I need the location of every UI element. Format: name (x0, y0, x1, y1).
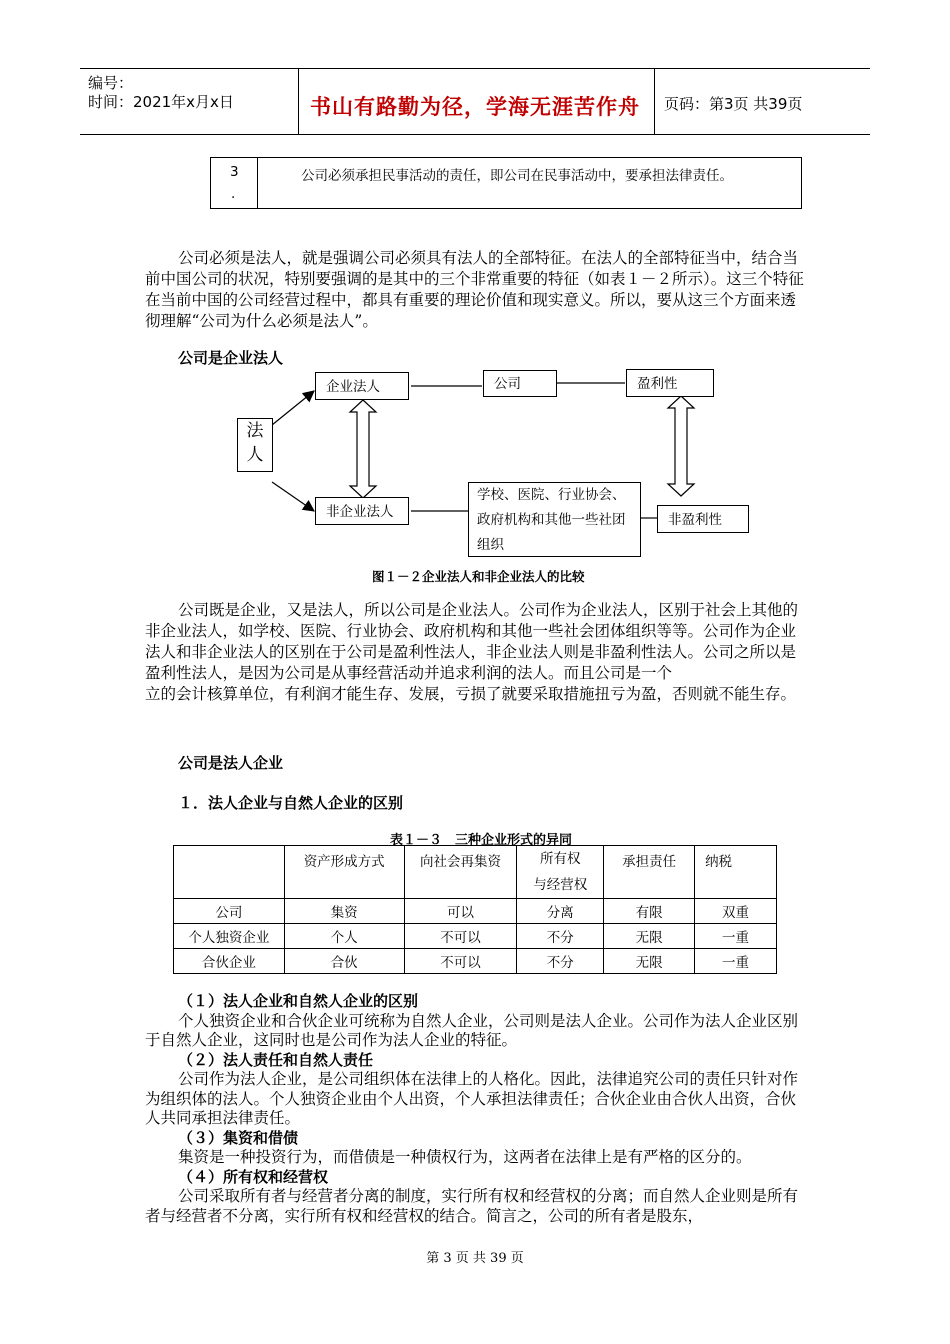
table-title: 表１－３ 三种企业形式的异同 (390, 833, 573, 848)
box-enterprise-label: 企业法人 (326, 379, 380, 395)
box-non-enterprise-label: 非企业法人 (326, 504, 394, 520)
page-label: 页码：第3页 共39页 (664, 95, 803, 113)
table-cell: 无限 (604, 924, 695, 949)
double-arrow-left (350, 400, 376, 498)
table-cell: 无限 (604, 949, 695, 974)
table-cell: 个人独资企业 (174, 924, 285, 949)
box-profit-label: 盈利性 (637, 376, 678, 392)
table-cell: 集资 (284, 899, 404, 924)
table-row (174, 924, 777, 949)
row-number: 3 (230, 164, 239, 180)
paragraph-3-text: 立的会计核算单位，有利润才能生存、发展，亏损了就要采取措施扭亏为盈，否则就不能生存。 (145, 685, 797, 703)
box-enterprise (315, 372, 409, 400)
section-title: （４）所有权和经营权 (178, 1167, 329, 1186)
table-row (174, 899, 777, 924)
heading-legal-person-enterprise: 公司是法人企业 (178, 754, 284, 772)
box-non-profit (657, 505, 749, 533)
comparison-table (173, 845, 777, 974)
table-cell: 不可以 (404, 924, 517, 949)
sections (145, 992, 805, 1226)
box-non-enterprise (315, 497, 409, 525)
header-cell (174, 846, 285, 899)
table-cell: 个人 (284, 924, 404, 949)
table-cell: 不可以 (404, 949, 517, 974)
table-cell: 一重 (695, 949, 777, 974)
heading-section-1: １．法人企业与自然人企业的区别 (178, 794, 404, 812)
table-cell: 公司 (174, 899, 285, 924)
motto: 书山有路勤为径，学海无涯苦作舟 (310, 95, 640, 119)
header-ownership-line1: 所有权 (540, 851, 581, 867)
paragraph-2-text: 公司既是企业，又是法人，所以公司是企业法人。公司作为企业法人，区别于社会上其他的非企业法人，如学校、医院、行业协会、政府机构和其他一些社会团体组织等等。公司作为企业法人和非企业法人的区别在于公司是盈利性法人，非企业法人则是非盈利性法人。公司之所以是盈利性法人，是因为公司是从事经营活动并追求利润的法人。而且公司是一个 (145, 601, 799, 682)
header-cell-ownership (517, 846, 604, 899)
section-body: 集资是一种投资行为，而借债是一种债权行为，这两者在法律上是有严格的区分的。 (178, 1148, 752, 1166)
paragraph-2 (145, 600, 805, 705)
table-cell: 分离 (517, 899, 604, 924)
time-label: 时间：2021年x月x日 (88, 93, 234, 111)
section-body: 个人独资企业和合伙企业可统称为自然人企业，公司则是法人企业。公司作为法人企业区别于自然人企业，这同时也是公司作为法人企业的特征。 (145, 1011, 799, 1049)
heading-enterprise-legal-person: 公司是企业法人 (178, 349, 284, 367)
table-cell: 可以 (404, 899, 517, 924)
diagram-caption: 图１－２企业法人和非企业法人的比较 (372, 569, 585, 584)
box-legal-person-label: 法人 (246, 421, 264, 465)
table-cell: 双重 (695, 899, 777, 924)
header-ownership-line2: 与经营权 (533, 877, 588, 893)
box-company (483, 370, 557, 397)
code-label: 编号： (88, 74, 134, 92)
row-text: 公司必须承担民事活动的责任，即公司在民事活动中，要承担法律责任。 (301, 168, 733, 184)
arrow-to-enterprise (272, 391, 314, 425)
box-non-profit-label: 非盈利性 (668, 512, 722, 528)
row-number-dot: . (231, 186, 236, 202)
section-title: （３）集资和借债 (178, 1128, 299, 1147)
header-cell: 资产形成方式 (284, 846, 404, 899)
box-profit (626, 369, 714, 397)
table-cell: 合伙 (284, 949, 404, 974)
table-header-row (174, 846, 777, 899)
header-cell: 承担责任 (604, 846, 695, 899)
section-body: 公司作为法人企业，是公司组织体在法律上的人格化。因此，法律追究公司的责任只针对作为组织体的法人。个人独资企业由个人出资，个人承担法律责任；合伙企业由合伙人出资，合伙人共同承担法律责任。 (145, 1070, 799, 1127)
section-body: 公司采取所有者与经营者分离的制度，实行所有权和经营权的分离；而自然人企业则是所有者与经营者不分离，实行所有权和经营权的结合。简言之，公司的所有者是股东， (145, 1187, 799, 1225)
box-orgs-label: 学校、医院、行业协会、政府机构和其他一些社团组织 (477, 487, 626, 553)
section-title: （２）法人责任和自然人责任 (178, 1050, 374, 1069)
box-company-label: 公司 (494, 376, 521, 392)
section-title: （１）法人企业和自然人企业的区别 (178, 992, 419, 1010)
table-cell: 不分 (517, 924, 604, 949)
box-legal-person (237, 418, 273, 472)
table-cell: 有限 (604, 899, 695, 924)
box-orgs (468, 482, 641, 557)
table-cell: 合伙企业 (174, 949, 285, 974)
paragraph-1-text: 公司必须是法人，就是强调公司必须具有法人的全部特征。在法人的全部特征当中，结合当前中国公司的状况，特别要强调的是其中的三个非常重要的特征（如表１－２所示）。这三个特征在当前中国的公司经营过程中，都具有重要的理论价值和现实意义。所以，要从这三个方面来透彻理解“公司为什么必须是法人”。 (145, 249, 804, 330)
page-footer: 第 3 页 共 39 页 (426, 1251, 524, 1266)
header-cell: 向社会再集资 (404, 846, 517, 899)
header-cell: 纳税 (695, 846, 777, 899)
table-row (174, 949, 777, 974)
double-arrow-right (668, 396, 694, 496)
table-cell: 一重 (695, 924, 777, 949)
arrow-to-non-enterprise (272, 482, 314, 511)
table-cell: 不分 (517, 949, 604, 974)
